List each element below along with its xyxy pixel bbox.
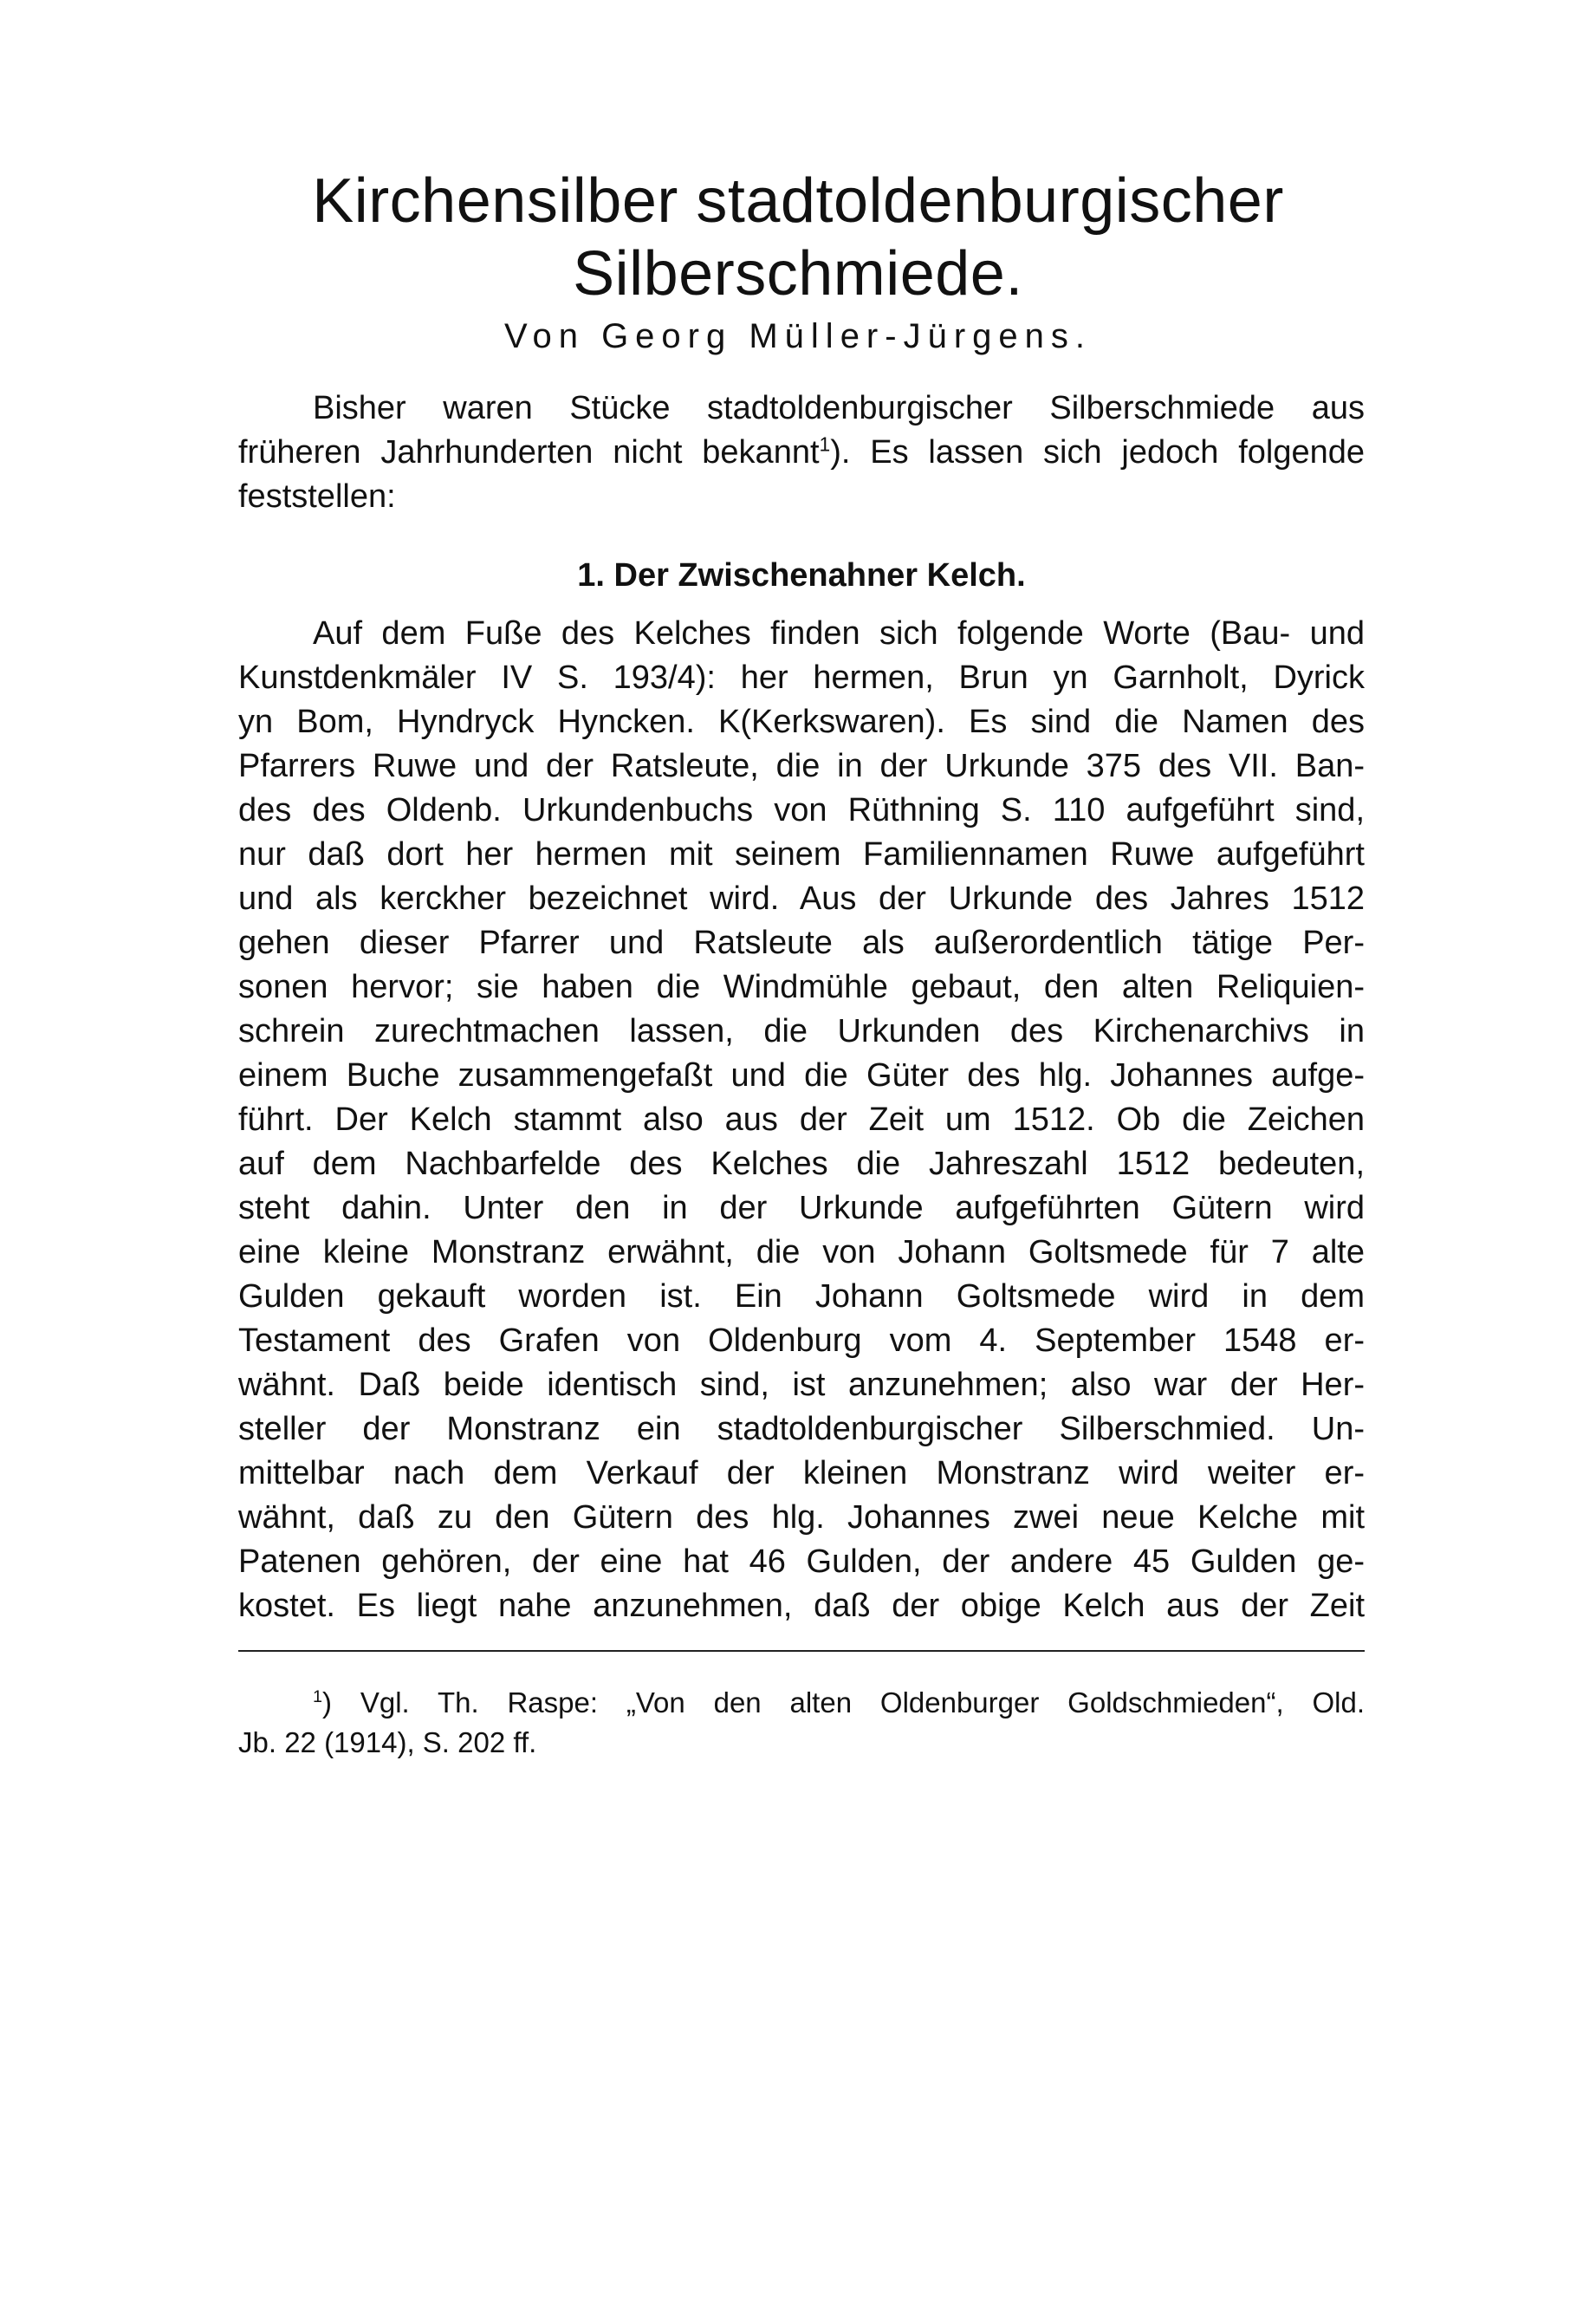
intro-line: feststellen: [238,478,396,515]
footnote [238,1683,1365,1763]
body-line: und als kerckher bezeichnet wird. Aus der Urkunde des Jahres 1512 [238,880,1365,917]
body-line: schrein zurechtmachen lassen, die Urkunden des Kirchenarchivs in [238,1013,1365,1049]
footnote-marker: 1 [313,1687,323,1706]
intro-line-tail: ). Es lassen sich jedoch folgende [830,434,1365,471]
article-title-line-2: Silberschmiede. [573,239,1023,309]
body-paragraph [238,612,1365,1628]
body-line: wähnt. Daß beide identisch sind, ist anzunehmen; also war der Her- [238,1367,1365,1403]
body-line: kostet. Es liegt nahe anzunehmen, daß der obige Kelch aus der Zeit [238,1588,1365,1624]
body-line: Patenen gehören, der eine hat 46 Gulden, der andere 45 Gulden ge- [238,1543,1365,1580]
intro-line-text: früheren Jahrhunderten nicht bekannt [238,434,820,471]
footnote-divider [238,1650,1365,1652]
article-title-line-1: Kirchensilber stadtoldenburgischer [312,166,1284,236]
body-line: yn Bom, Hyndryck Hyncken. K(Kerkswaren). Es sind die Namen des [238,704,1365,740]
body-line: Testament des Grafen von Oldenburg vom 4. September 1548 er- [238,1322,1365,1359]
footnote-line: Jb. 22 (1914), S. 202 ff. [238,1726,537,1758]
author-byline: Von Georg Müller-Jürgens. [503,317,1092,355]
body-line: Pfarrers Ruwe und der Ratsleute, die in der Urkunde 375 des VII. Ban- [238,748,1365,784]
body-line: führt. Der Kelch stammt also aus der Zeit um 1512. Ob die Zeichen [238,1101,1365,1138]
body-line: nur daß dort her hermen mit seinem Familiennamen Ruwe aufgeführt [238,836,1365,873]
body-line: auf dem Nachbarfelde des Kelches die Jahreszahl 1512 bedeuten, [238,1146,1365,1182]
section-heading: 1. Der Zwischenahner Kelch. [577,557,1026,594]
footnote-line-text: ) Vgl. Th. Raspe: „Von den alten Oldenburger Goldschmieden“, Old. [322,1686,1365,1719]
body-line: gehen dieser Pfarrer und Ratsleute als außerordentlich tätige Per- [238,925,1365,961]
body-line: steht dahin. Unter den in der Urkunde aufgeführten Gütern wird [238,1190,1365,1226]
body-line: einem Buche zusammengefaßt und die Güter des hlg. Johannes aufge- [238,1057,1365,1094]
body-line: steller der Monstranz ein stadtoldenburgischer Silberschmied. Un- [238,1411,1365,1447]
body-line: Kunstdenkmäler IV S. 193/4): her hermen, Brun yn Garnholt, Dyrick [238,659,1365,696]
body-line: wähnt, daß zu den Gütern des hlg. Johannes zwei neue Kelche mit [238,1499,1365,1536]
body-line: eine kleine Monstranz erwähnt, die von Johann Goltsmede für 7 alte [238,1234,1365,1270]
body-line: des des Oldenb. Urkundenbuchs von Rüthning S. 110 aufgeführt sind, [238,792,1365,828]
footnote-line [238,1683,1365,1723]
body-line: mittelbar nach dem Verkauf der kleinen Monstranz wird weiter er- [238,1455,1365,1491]
intro-paragraph [238,387,1365,519]
body-line: Auf dem Fuße des Kelches finden sich folgende Worte (Bau- und [313,615,1365,652]
intro-line [238,431,1365,475]
footnote-reference: 1 [819,432,831,456]
intro-line: Bisher waren Stücke stadtoldenburgischer Silberschmiede aus [313,390,1365,426]
body-line: sonen hervor; sie haben die Windmühle gebaut, den alten Reliquien- [238,969,1365,1005]
body-line: Gulden gekauft worden ist. Ein Johann Goltsmede wird in dem [238,1278,1365,1315]
